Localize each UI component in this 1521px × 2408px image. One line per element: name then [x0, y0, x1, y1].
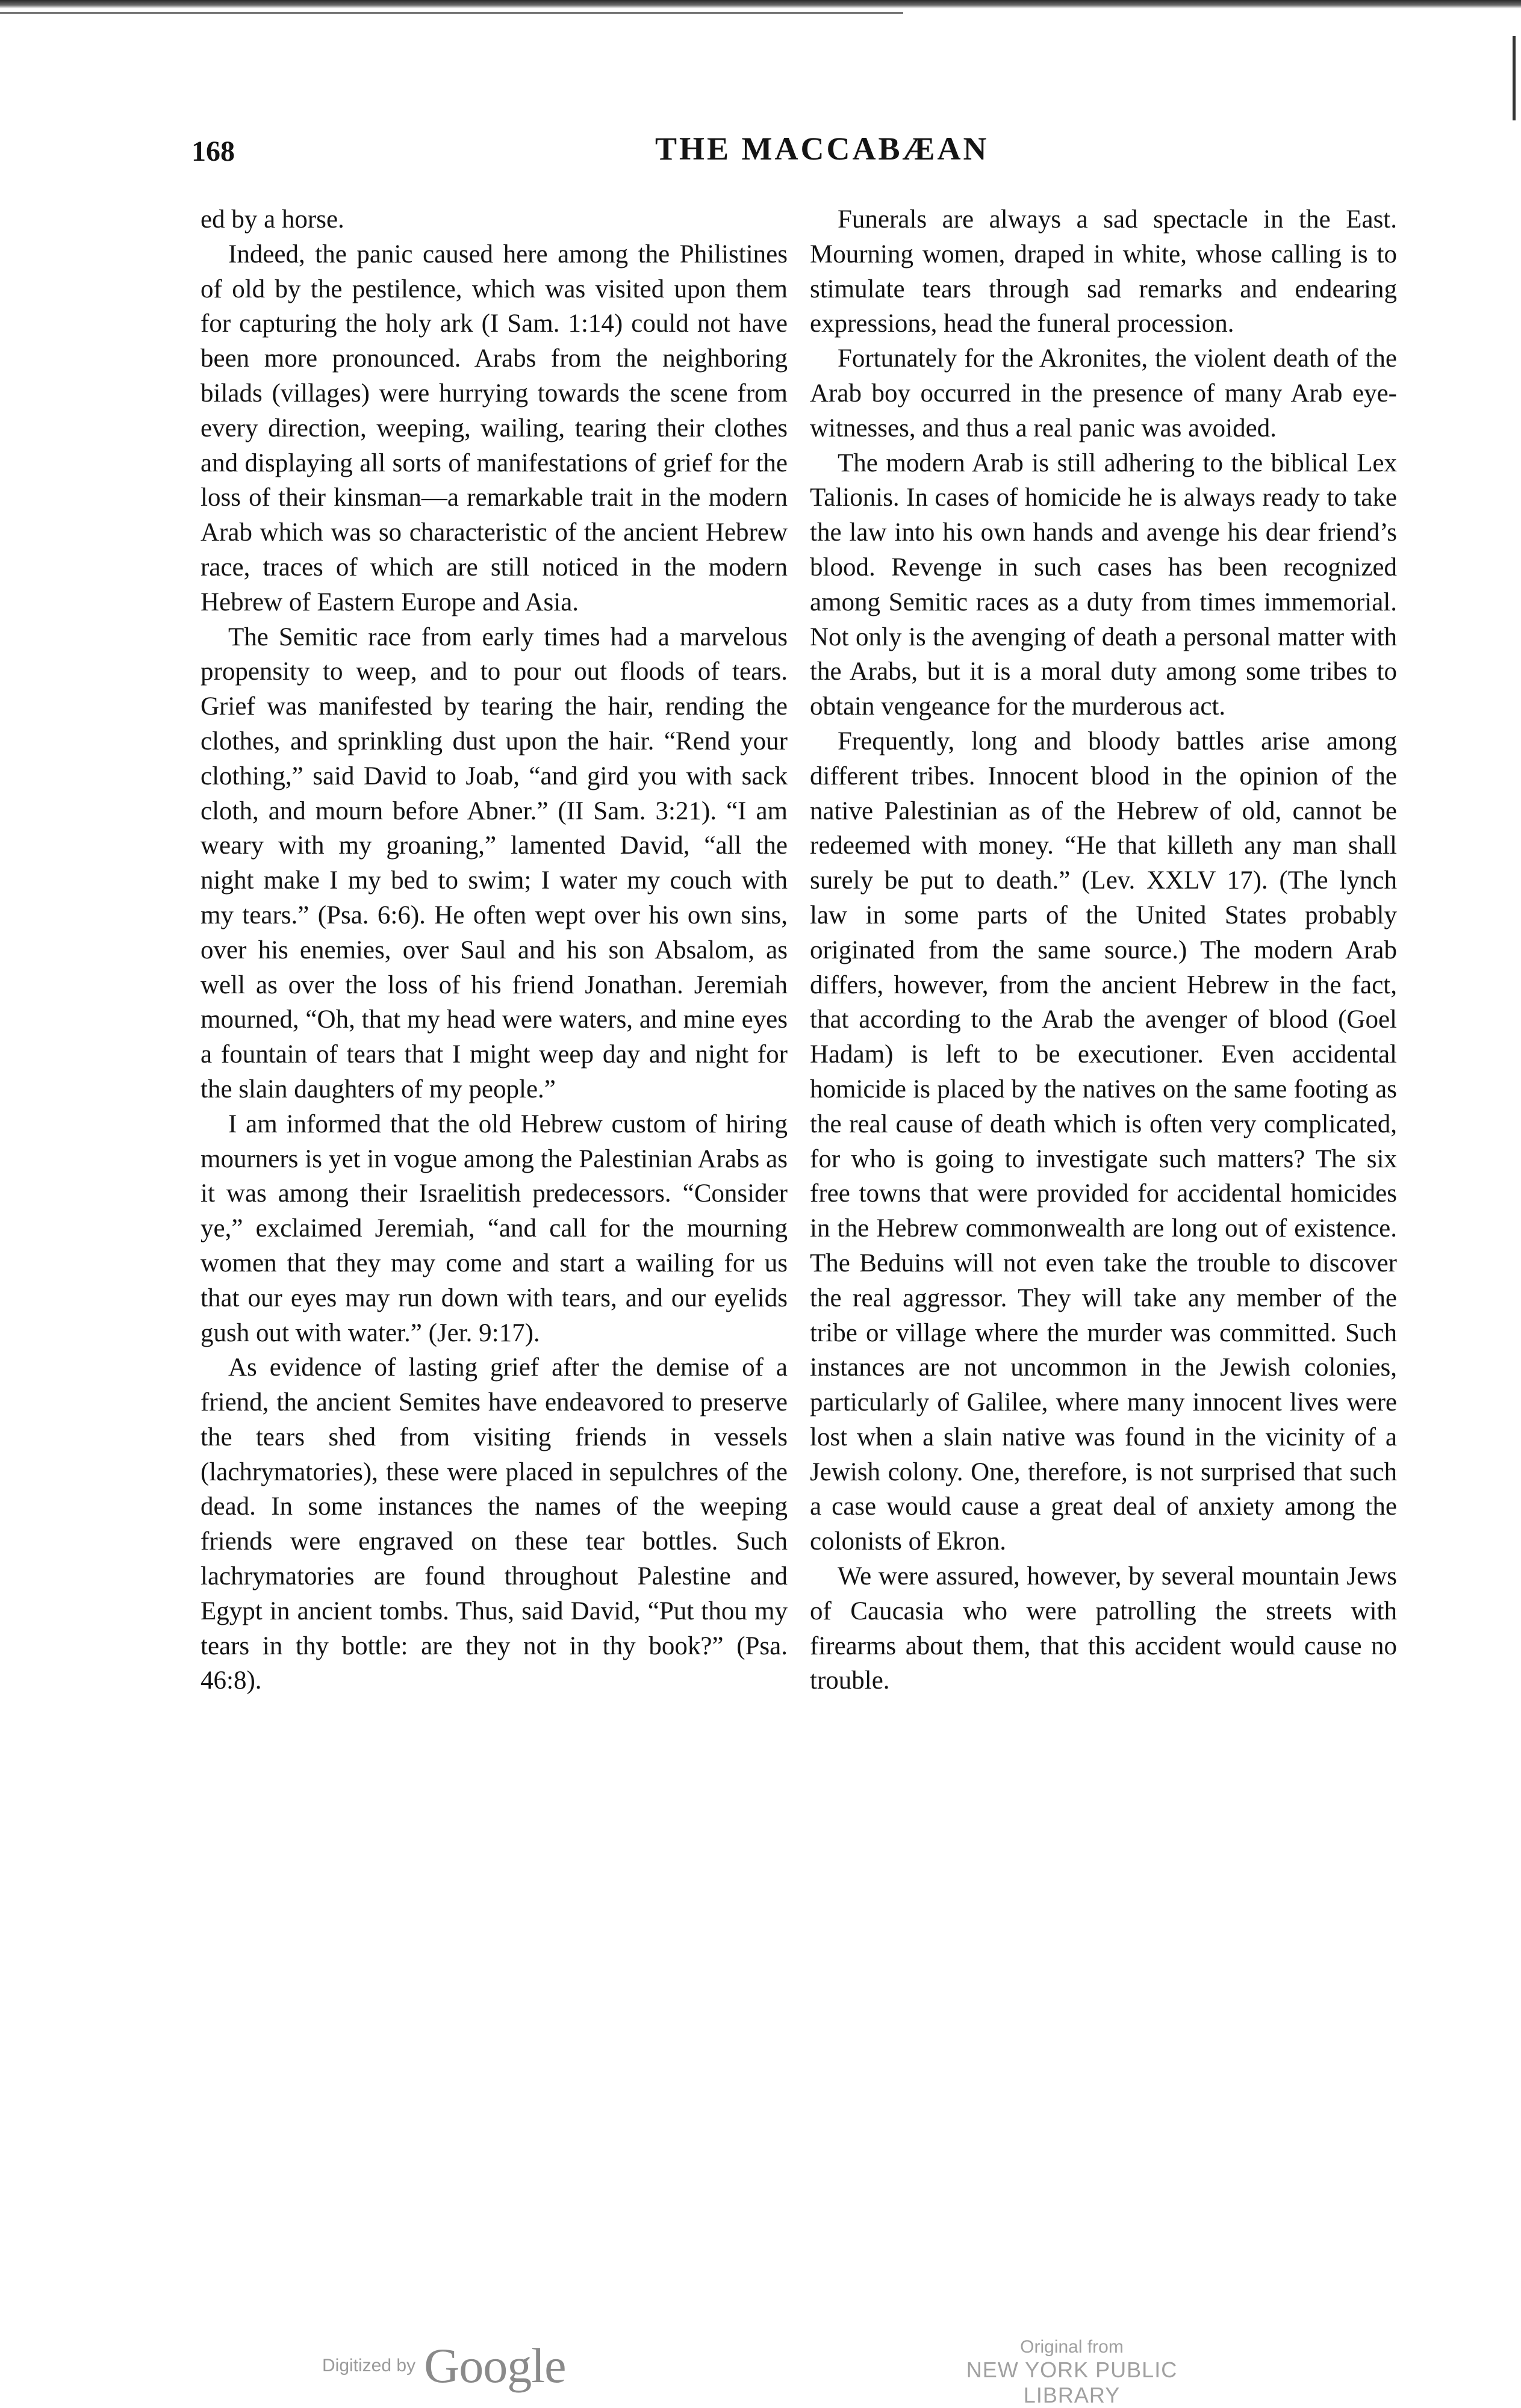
- running-title: THE MACCABÆAN: [655, 131, 989, 167]
- paragraph: I am informed that the old Hebrew custom of hiring mourners is yet in vogue among the Palestinian Arabs as it was among their Israelitish predecessors. “Consider ye,” exclaimed Jeremiah, “and call for the mourning women that they may come and start a wailing for us that our eyes may run down with tears, and our eyelids gush out with water.” (Jer. 9:17).: [201, 1109, 788, 1347]
- paragraph: The modern Arab is still adhering to the biblical Lex Talionis. In cases of homicide he is always ready to take the law into his own hands and avenge his dear friend’s blood. Revenge in such cases has been recognized among Semitic races as a duty from times immemorial. Not only is the avenging of death a personal matter with the Arabs, but it is a moral duty among some tribes to obtain vengeance for the murderous act.: [810, 448, 1397, 721]
- scan-top-edge: [0, 0, 1521, 8]
- library-credit: [921, 2337, 1222, 2408]
- scan-top-line: [0, 12, 903, 14]
- paragraph: Funerals are always a sad spectacle in the East. Mourning women, draped in white, whose calling is to stimulate tears through sad remarks and endearing expressions, head the funeral procession.: [810, 205, 1397, 338]
- paragraph: The Semitic race from early times had a marvelous propensity to weep, and to pour out floods of tears. Grief was manifested by tearing the hair, rending the clothes, and sprinkling dust upon the hair. “Rend your clothing,” said David to Joab, “and gird you with sack cloth, and mourn before Abner.” (II Sam. 3:21). “I am weary with my groaning,” lamented David, “all the night make I my bed to swim; I water my couch with my tears.” (Psa. 6:6). He often wept over his own sins, over his enemies, over Saul and his son Absalom, as well as over the loss of his friend Jonathan. Jeremiah mourned, “Oh, that my head were waters, and mine eyes a fountain of tears that I might weep day and night for the slain daughters of my people.”: [201, 622, 788, 1103]
- left-column: [201, 202, 788, 1698]
- paragraph: Frequently, long and bloody battles arise among different tribes. Innocent blood in the opinion of the native Palestinian as of the Hebrew of old, cannot be redeemed with money. “He that killeth any man shall surely be put to death.” (Lev. XXLV 17). (The lynch law in some parts of the United States probably originated from the same source.) The modern Arab differs, however, from the ancient Hebrew in the fact, that according to the Arab the avenger of blood (Goel Hadam) is left to be executioner. Even accidental homicide is placed by the natives on the same footing as the real cause of death which is often very complicated, for who is going to investigate such matters? The six free towns that were provided for accidental homicides in the Hebrew commonwealth are long out of existence. The Beduins will not even take the trouble to discover the real aggressor. They will take any member of the tribe or village where the murder was committed. Such instances are not uncommon in the Jewish colonies, particularly of Galilee, where many innocent lives were lost when a slain native was found in the vicinity of a Jewish colony. One, therefore, is not surprised that such a case would cause a great deal of anxiety among the colonists of Ekron.: [810, 727, 1397, 1556]
- digitized-by-label: Digitized by: [322, 2356, 416, 2375]
- paragraph: ed by a horse.: [201, 205, 344, 234]
- paragraph: Fortunately for the Akronites, the violent death of the Arab boy occurred in the presence of many Arab eye-witnesses, and thus a real panic was avoided.: [810, 344, 1397, 442]
- page-header: [191, 125, 1239, 179]
- page-number: 168: [191, 135, 235, 167]
- digitized-by-watermark: [322, 2336, 565, 2396]
- google-logo: Google: [424, 2338, 566, 2393]
- paragraph: We were assured, however, by several mountain Jews of Caucasia who were patrolling the streets with firearms about them, that this accident would cause no trouble.: [810, 1562, 1397, 1695]
- scan-margin-mark: [1513, 36, 1516, 120]
- paragraph: As evidence of lasting grief after the demise of a friend, the ancient Semites have endeavored to preserve the tears shed from visiting friends in vessels (lachrymatories), these were placed in sepulchres of the dead. In some instances the names of the weeping friends were engraved on these tear bottles. Such lachrymatories are found throughout Palestine and Egypt in ancient tombs. Thus, said David, “Put thou my tears in thy bottle: are they not in thy book?” (Psa. 46:8).: [201, 1353, 788, 1695]
- library-name: NEW YORK PUBLIC LIBRARY: [966, 2357, 1178, 2407]
- right-column: [810, 202, 1397, 1698]
- original-from-label: Original from: [1020, 2337, 1124, 2357]
- paragraph: Indeed, the panic caused here among the Philistines of old by the pestilence, which was visited upon them for capturing the holy ark (I Sam. 1:14) could not have been more pronounced. Arabs from the neighboring bilads (villages) were hurrying towards the scene from every direction, weeping, wailing, tearing their clothes and displaying all sorts of manifestations of grief for the loss of their kinsman—a remarkable trait in the modern Arab which was so characteristic of the ancient Hebrew race, traces of which are still noticed in the modern Hebrew of Eastern Europe and Asia.: [201, 240, 788, 616]
